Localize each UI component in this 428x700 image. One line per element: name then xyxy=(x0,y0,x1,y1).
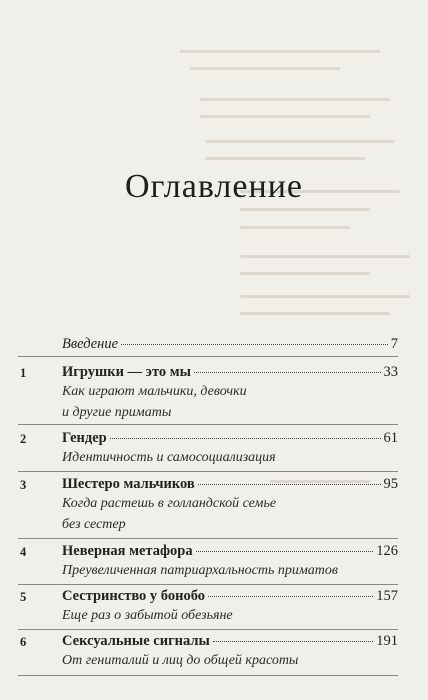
toc-page-number: 126 xyxy=(376,543,398,559)
divider xyxy=(18,356,398,357)
toc-entry-line xyxy=(62,543,398,560)
toc-page-number: 61 xyxy=(383,430,398,446)
toc-page-number: 33 xyxy=(383,364,398,380)
toc-entry-line xyxy=(62,476,398,493)
leader-dots xyxy=(213,641,373,642)
toc-page-number: 7 xyxy=(390,336,398,352)
leader-dots xyxy=(198,484,381,485)
toc-page-number: 191 xyxy=(376,633,398,649)
toc-entry-title: Сексуальные сигналы xyxy=(62,633,210,649)
chapter-number: 2 xyxy=(20,432,27,446)
leader-dots xyxy=(208,596,373,597)
toc-entry-title: Шестеро мальчиков xyxy=(62,476,195,492)
toc-entry-subtitle: Как играют мальчики, девочки xyxy=(62,384,247,399)
toc-entry-title: Введение xyxy=(62,336,119,352)
leader-dots xyxy=(110,438,381,439)
chapter-number: 5 xyxy=(20,590,27,604)
toc-entry-line xyxy=(62,588,398,605)
chapter-number: 4 xyxy=(20,545,27,559)
toc-entry-line xyxy=(62,364,398,381)
toc-entry-subtitle: От гениталий и лиц до общей красоты xyxy=(62,653,299,668)
divider xyxy=(18,471,398,472)
chapter-number: 1 xyxy=(20,366,27,380)
toc-entry-subtitle-cont: без сестер xyxy=(62,517,126,532)
toc-page-number: 157 xyxy=(376,588,398,604)
chapter-number: 6 xyxy=(20,635,27,649)
divider xyxy=(18,424,398,425)
toc-entry-subtitle-cont: и другие приматы xyxy=(62,405,172,420)
chapter-number: 3 xyxy=(20,478,27,492)
leader-dots xyxy=(196,551,374,552)
divider xyxy=(18,538,398,539)
divider xyxy=(18,584,398,585)
toc-entry-title: Сестринство у бонобо xyxy=(62,588,206,604)
toc-entry-subtitle: Преувеличенная патриархальность приматов xyxy=(62,563,338,578)
toc-entry-line xyxy=(62,633,398,650)
toc-entry-title: Неверная метафора xyxy=(62,543,193,559)
toc-entry-title: Гендер xyxy=(62,430,107,446)
divider xyxy=(18,675,398,676)
toc-entry-line xyxy=(62,336,398,353)
toc-entry-subtitle: Когда растешь в голландской семье xyxy=(62,496,277,511)
leader-dots xyxy=(121,344,388,345)
leader-dots xyxy=(194,372,381,373)
toc-entry-title: Игрушки — это мы xyxy=(62,364,191,380)
toc-entry-subtitle: Еще раз о забытой обезьяне xyxy=(62,608,233,623)
divider xyxy=(18,629,398,630)
page-title: Оглавление xyxy=(125,168,303,205)
toc-entry-line xyxy=(62,430,398,447)
toc-page-number: 95 xyxy=(383,476,398,492)
toc-entry-subtitle: Идентичность и самосоциализация xyxy=(62,450,276,465)
